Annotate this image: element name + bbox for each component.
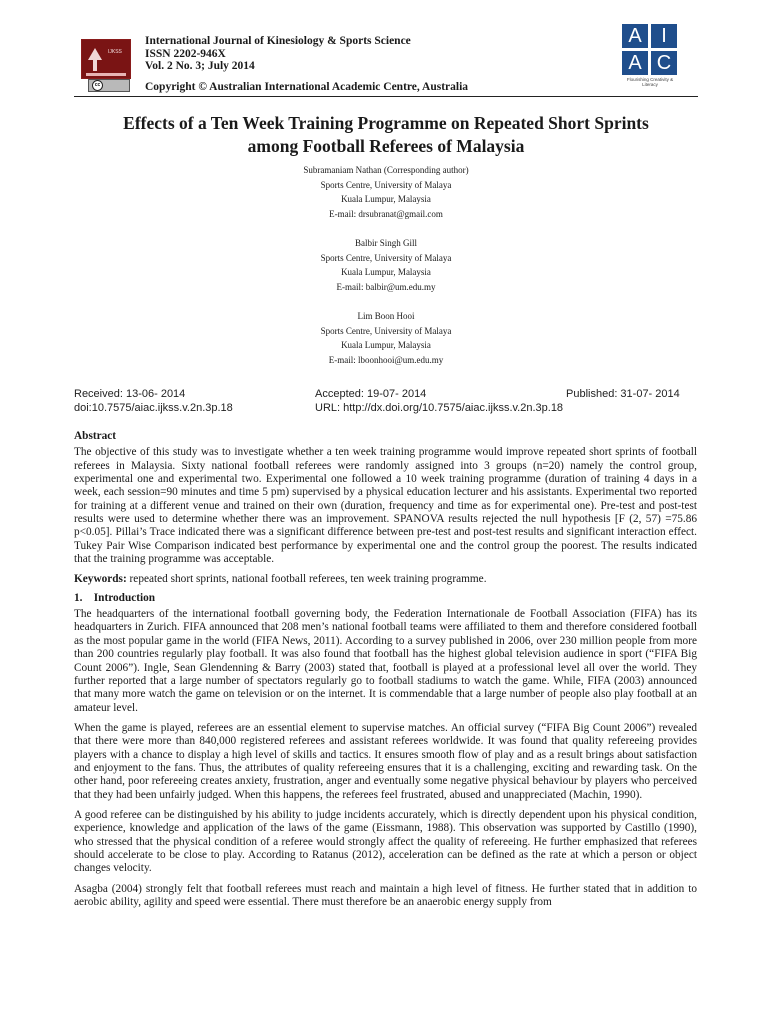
article-title-line-1: Effects of a Ten Week Training Programme on Repeated Short Sprints <box>123 113 649 133</box>
header-divider <box>74 96 698 97</box>
section-1-paragraph: A good referee can be distinguished by his ability to judge incidents accurately, which is directly dependent upon his physical condition, experience, knowledge and application of the laws of the game (Eissmann, 1988). This observation was supported by Castillo (1990), who stressed that the physical condition of a referee would strongly affect the quality of refereeing. He further emphasized that referees should accelerate to be close to play. According to Ratanus (2012), acceleration can be defined as the rate at which a person or object changes velocity. <box>74 808 697 875</box>
journal-issn: ISSN 2202-946X <box>145 48 226 60</box>
author-city: Kuala Lumpur, Malaysia <box>341 267 431 277</box>
keywords-text: repeated short sprints, national football referees, ten week training programme. <box>126 573 487 586</box>
aiac-tagline: Flourishing Creativity & Literacy <box>626 77 674 87</box>
article-title <box>74 112 698 158</box>
author-dept: Sports Centre, University of Malaya <box>320 325 452 336</box>
author-city: Kuala Lumpur, Malaysia <box>341 340 431 350</box>
received-date: Received: 13-06- 2014 <box>74 388 186 400</box>
author-email[interactable]: E-mail: balbir@um.edu.my <box>336 281 436 292</box>
author-email[interactable]: E-mail: drsubranat@gmail.com <box>329 208 443 219</box>
author-2 <box>74 236 698 294</box>
journal-logo: IJKSS <box>81 39 131 79</box>
copyright-notice: Copyright © Australian International Academic Centre, Australia <box>145 81 469 93</box>
author-dept: Sports Centre, University of Malaya <box>320 179 452 190</box>
aiac-letter-i: I <box>651 24 677 48</box>
section-1-heading: 1. Introduction <box>74 591 156 604</box>
author-dept: Sports Centre, University of Malaya <box>320 252 452 263</box>
accepted-date: Accepted: 19-07- 2014 <box>315 388 427 400</box>
section-1-paragraph: Asagba (2004) strongly felt that football referees must reach and maintain a high level of fitness. He further stated that in addition to aerobic ability, agility and speed were essential. There must therefore be an anaerobic energy supply from <box>74 882 697 908</box>
keywords-label: Keywords: <box>74 573 127 586</box>
section-1-paragraph: When the game is played, referees are an essential element to supervise matches. An official survey (“FIFA Big Count 2006”) revealed that there were more than 840,000 registered referees and assistant referees worldwide. It was found that quality refereeing provides players with a chance to display a high level of skills and tactics. It ensures smooth flow of play and as a result brings about satisfaction and enjoyment to the fans. Thus, the attributes of quality refereeing ensures that it is a challenging, exciting and rewarding task. On the other hand, poor refereeing creates anxiety, frustration, anger and eventually some negative physical behaviour by players who perceived that they had been unfairly judged. When this happens, the referees feel frustrated, abused and unappreciated (Machin, 1990). <box>74 721 697 801</box>
keywords <box>74 573 697 586</box>
author-3 <box>74 309 698 367</box>
article-url-link[interactable]: URL: http://dx.doi.org/10.7575/aiac.ijkss.v.2n.3p.18 <box>315 402 564 414</box>
aiac-logo <box>622 24 678 76</box>
aiac-letter-c: C <box>651 51 677 75</box>
journal-name: International Journal of Kinesiology & Sports Science <box>145 35 411 47</box>
author-name: Lim Boon Hooi <box>357 311 415 321</box>
creative-commons-badge[interactable] <box>88 79 130 92</box>
author-city: Kuala Lumpur, Malaysia <box>341 194 431 204</box>
author-1 <box>74 163 698 221</box>
doi-text: doi:10.7575/aiac.ijkss.v.2n.3p.18 <box>74 402 233 414</box>
aiac-letter-a1: A <box>622 24 648 48</box>
author-name: Balbir Singh Gill <box>354 238 417 248</box>
cc-icon: cc <box>92 80 103 91</box>
author-name: Subramaniam Nathan (Corresponding author) <box>303 165 469 175</box>
journal-volume: Vol. 2 No. 3; July 2014 <box>145 60 255 72</box>
published-date: Published: 31-07- 2014 <box>566 388 680 400</box>
aiac-letter-a2: A <box>622 51 648 75</box>
author-email[interactable]: E-mail: lboonhooi@um.edu.my <box>328 354 444 365</box>
article-title-line-2: among Football Referees of Malaysia <box>247 136 525 156</box>
abstract-text: The objective of this study was to investigate whether a ten week training programme would improve repeated short sprints of football referees in Malaysia. Sixty national football referees were randomly assigned into 3 groups (n=20) namely the control group, experimental one and experimental two. Experimental one followed a 10 week training programme (duration of training 4 days in a week, each session=90 minutes and time 5 pm) supervised by a physical education lecturer and his assistants. Experimental two reported for training at a different venue and trained on their own (duration, frequency and time as for experimental one). Pre-test and post-test results were used to determine whether there was an improvement. SPANOVA results rejected the null hypothesis [F (2, 57) =75.86 p<0.05]. Pillai’s Trace indicated there was a significant difference between pre-test and post-test results and significant interaction effect. Tukey Pair Wise Comparison indicated best performance by experimental one and the control group the poorest. The results indicated that the training programme was acceptable. <box>74 446 697 566</box>
section-1-paragraph: The headquarters of the international football governing body, the Federation Internationale de Football Association (FIFA) has its headquarters in Zurich. FIFA announced that 208 men’s national football teams were affiliated to them and therefore considered football as the most popular game in the world (FIFA News, 2011). According to a survey published in 2006, over 230 million people from more than 200 countries regularly play football. It was also found that football has the highest global television audience in sport (“FIFA Big Count 2006”). Ingle, Sean Glendenning & Barry (2003) stated that, football is played at a professional level all over the world. They further reported that a large number of spectators regularly go to football stadiums to watch the game. While, FIFA (2003) announced that many more watch the game on television or on the internet. It is commendable that a large number of people also play football at an amateur level. <box>74 608 697 714</box>
abstract-heading: Abstract <box>74 430 117 442</box>
article-body <box>74 430 697 916</box>
